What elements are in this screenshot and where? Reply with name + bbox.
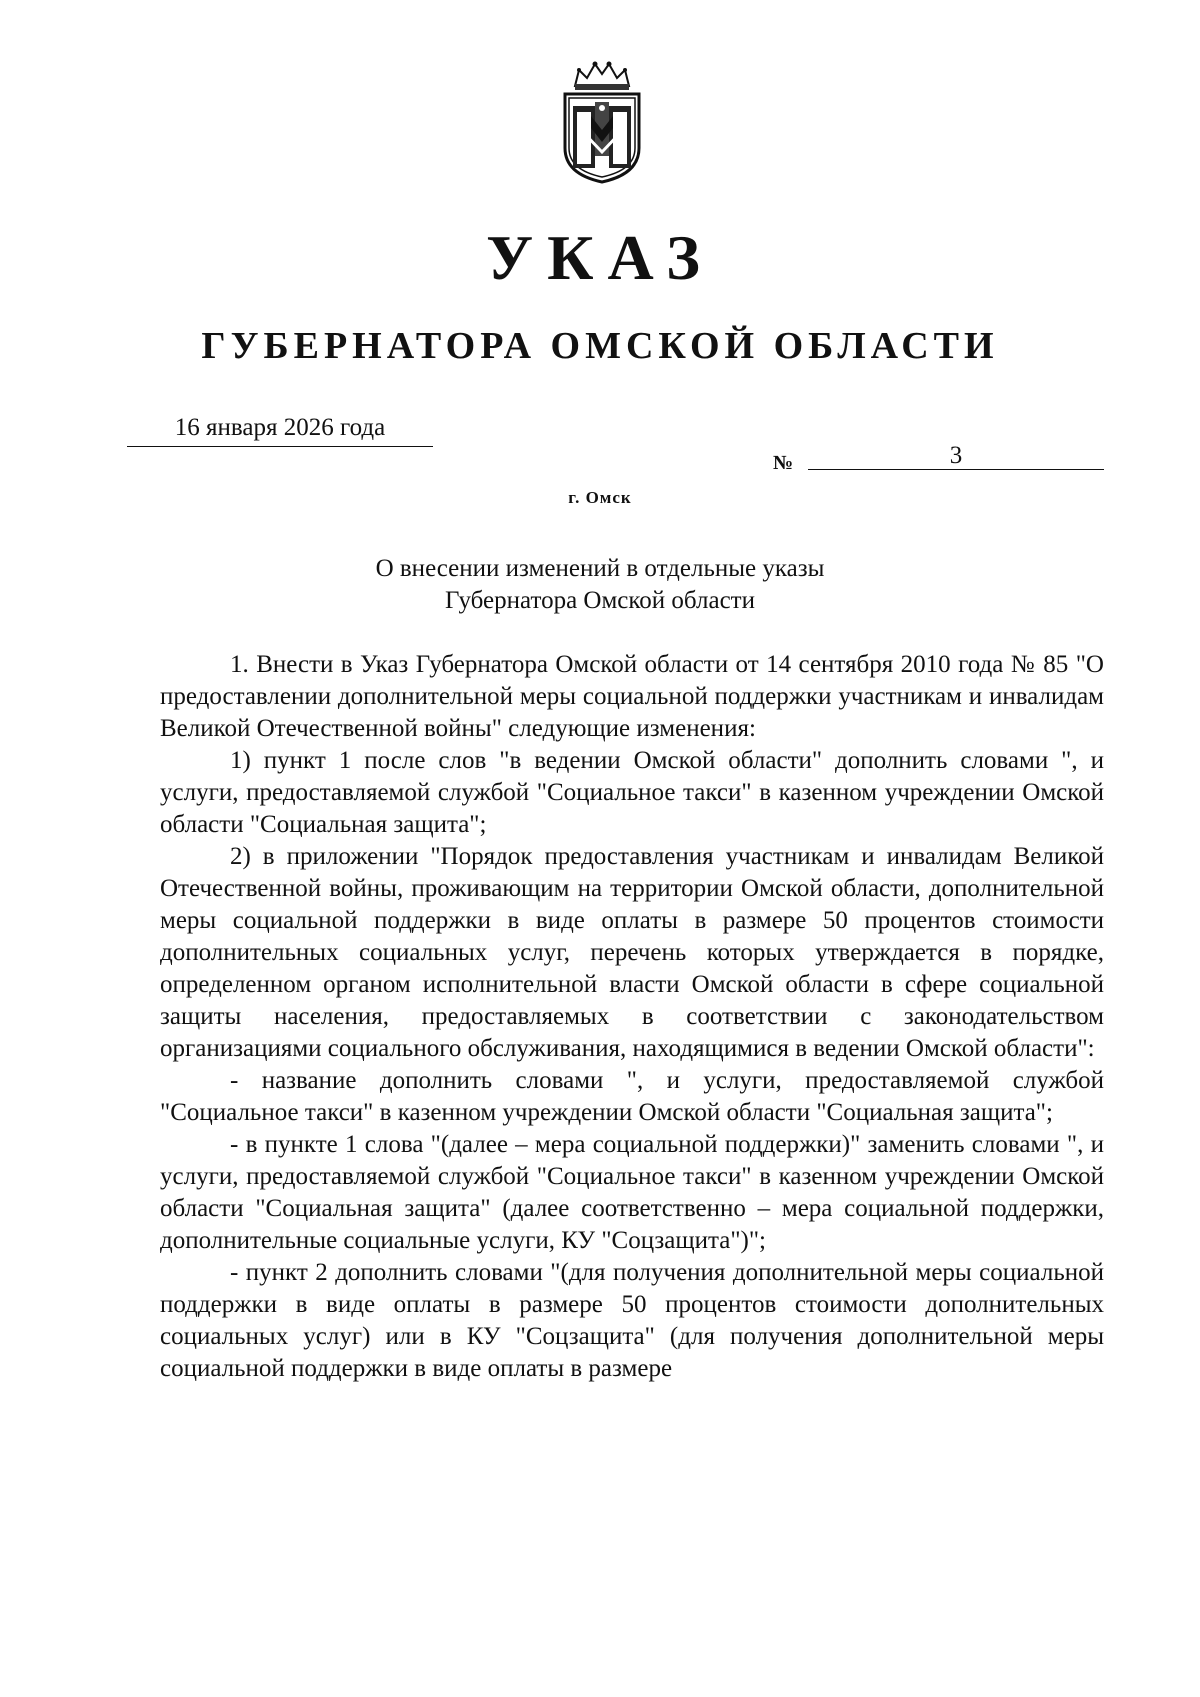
number-underline	[808, 469, 1104, 470]
document-subject	[300, 553, 900, 617]
subject-line: Губернатора Омской области	[445, 587, 755, 614]
document-body	[160, 649, 1104, 1385]
document-subtitle: ГУБЕРНАТОРА ОМСКОЙ ОБЛАСТИ	[201, 325, 999, 367]
omsk-coat-of-arms-emblem	[553, 56, 651, 186]
body-paragraph: - пункт 2 дополнить словами "(для получения дополнительной меры социальной поддержки в виде оплаты в размере 50 процентов стоимости дополнительных социальных услуг) или в КУ "Соцзащита" (для получения дополнительной меры социальной поддержки в виде оплаты в размере	[160, 1259, 1104, 1382]
document-place: г. Омск	[568, 488, 632, 507]
date-underline	[127, 446, 433, 447]
body-paragraph: 1. Внести в Указ Губернатора Омской области от 14 сентября 2010 года № 85 "О предоставлении дополнительной меры социальной поддержки участникам и инвалидам Великой Отечественной войны" следующие изменения:	[160, 651, 1104, 742]
body-paragraph: 1) пункт 1 после слов "в ведении Омской области" дополнить словами ", и услуги, предоставляемой службой "Социальное такси" в казенном учреждении Омской области "Социальная защита";	[160, 747, 1104, 838]
number-label: №	[773, 452, 794, 474]
document-title: УКАЗ	[486, 222, 714, 293]
body-paragraph: - в пункте 1 слова "(далее – мера социальной поддержки)" заменить словами ", и услуги, предоставляемой службой "Социальное такси" в казенном учреждении Омской области "Социальная защита" (далее соответственно – мера социальной поддержки, дополнительные социальные услуги, КУ "Соцзащита")";	[160, 1131, 1104, 1254]
document-date: 16 января 2026 года	[174, 414, 386, 441]
body-paragraph: - название дополнить словами ", и услуги, предоставляемой службой "Социальное такси" в казенном учреждении Омской области "Социальная защита";	[160, 1067, 1104, 1126]
document-number: 3	[949, 442, 963, 469]
subject-line: О внесении изменений в отдельные указы	[375, 555, 825, 582]
body-paragraph: 2) в приложении "Порядок предоставления участникам и инвалидам Великой Отечественной войны, проживающим на территории Омской области, дополнительной меры социальной поддержки в виде оплаты в размере 50 процентов стоимости дополнительных социальных услуг, перечень которых утверждается в порядке, определенном органом исполнительной власти Омской области в сфере социальной защиты населения, предоставляемых в соответствии с законодательством организациями социального обслуживания, находящимися в ведении Омской области":	[160, 843, 1104, 1062]
